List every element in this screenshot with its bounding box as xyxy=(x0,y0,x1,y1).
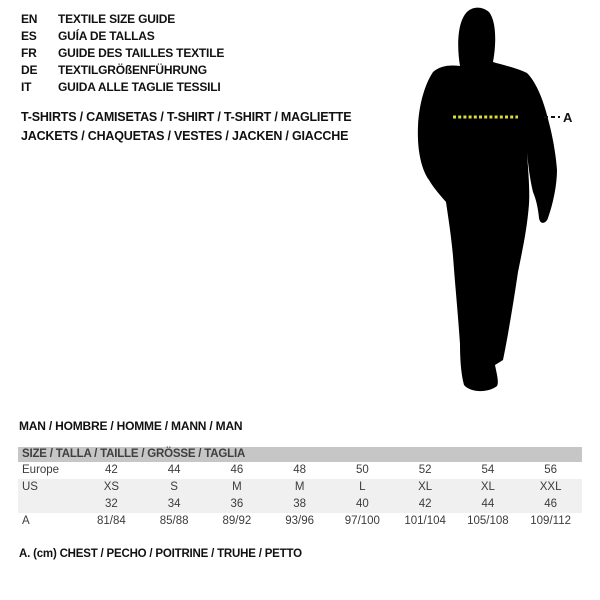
legend-row-de xyxy=(21,62,224,79)
table-cell: 97/100 xyxy=(344,515,380,527)
table-cell: 89/92 xyxy=(222,515,252,527)
lang-code: IT xyxy=(21,80,32,94)
legend-row-es xyxy=(21,28,224,45)
lang-code: ES xyxy=(21,29,37,43)
table-cell: 46 xyxy=(544,498,558,510)
man-silhouette xyxy=(418,8,557,392)
table-cell: 50 xyxy=(355,464,369,476)
lang-code: FR xyxy=(21,46,37,60)
table-cell: 44 xyxy=(481,498,495,510)
table-cell: 101/104 xyxy=(404,515,446,527)
category-tshirts: T-SHIRTS / CAMISETAS / T-SHIRT / T-SHIRT / MAGLIETTE xyxy=(21,110,352,124)
table-cell: 52 xyxy=(418,464,432,476)
table-row-europe xyxy=(18,462,582,479)
table-cell: 48 xyxy=(293,464,307,476)
table-cell: 105/108 xyxy=(467,515,509,527)
section-title-man: MAN / HOMBRE / HOMME / MANN / MAN xyxy=(19,419,243,433)
table-cell: 81/84 xyxy=(96,515,126,527)
table-cell: M xyxy=(232,481,242,493)
lang-code: DE xyxy=(21,63,38,77)
table-cell: M xyxy=(294,481,305,493)
table-cell: XL xyxy=(418,481,433,493)
table-cell: 34 xyxy=(167,498,181,510)
table-cell: 93/96 xyxy=(285,515,315,527)
garment-categories xyxy=(21,108,351,146)
measure-footnote: A. (cm) CHEST / PECHO / POITRINE / TRUHE / PETTO xyxy=(19,548,302,560)
table-cell: 42 xyxy=(104,464,118,476)
row-label: A xyxy=(22,515,30,527)
table-cell: 32 xyxy=(104,498,118,510)
lang-label: GUÍA DE TALLAS xyxy=(58,29,155,43)
row-label: Europe xyxy=(22,464,60,476)
lang-label: TEXTILGRÖßENFÜHRUNG xyxy=(58,63,207,77)
table-cell: 38 xyxy=(293,498,307,510)
category-jackets: JACKETS / CHAQUETAS / VESTES / JACKEN / GIACCHE xyxy=(21,129,349,143)
table-cell: L xyxy=(359,481,366,493)
row-label xyxy=(18,496,80,513)
table-cell: 109/112 xyxy=(530,515,571,527)
table-cell: S xyxy=(170,481,178,493)
lang-label: GUIDA ALLE TAGLIE TESSILI xyxy=(58,80,221,94)
table-cell: 36 xyxy=(230,498,244,510)
row-label: US xyxy=(22,481,38,493)
legend-row-it xyxy=(21,79,224,96)
table-cell: XXL xyxy=(539,481,562,493)
man-silhouette-figure xyxy=(400,4,575,398)
table-row-chest-a xyxy=(18,513,582,530)
legend-row-en xyxy=(21,11,224,28)
lang-label: TEXTILE SIZE GUIDE xyxy=(58,12,176,26)
table-cell: 54 xyxy=(481,464,495,476)
table-header: SIZE / TALLA / TAILLE / GRÖSSE / TAGLIA xyxy=(18,447,582,462)
table-cell: XS xyxy=(103,481,120,493)
table-row-numeric xyxy=(18,496,582,513)
table-cell: XL xyxy=(480,481,495,493)
size-table xyxy=(18,447,582,530)
language-legend xyxy=(21,11,224,96)
table-cell: 46 xyxy=(230,464,244,476)
lang-label: GUIDE DES TAILLES TEXTILE xyxy=(58,46,225,60)
table-cell: 44 xyxy=(167,464,181,476)
lang-code: EN xyxy=(21,12,38,26)
table-cell: 56 xyxy=(544,464,558,476)
man-silhouette-svg xyxy=(400,4,575,398)
table-cell: 42 xyxy=(418,498,432,510)
legend-row-fr xyxy=(21,45,224,62)
table-row-us xyxy=(18,479,582,496)
table-cell: 85/88 xyxy=(159,515,189,527)
measure-label-a: A xyxy=(563,110,573,125)
table-cell: 40 xyxy=(355,498,369,510)
